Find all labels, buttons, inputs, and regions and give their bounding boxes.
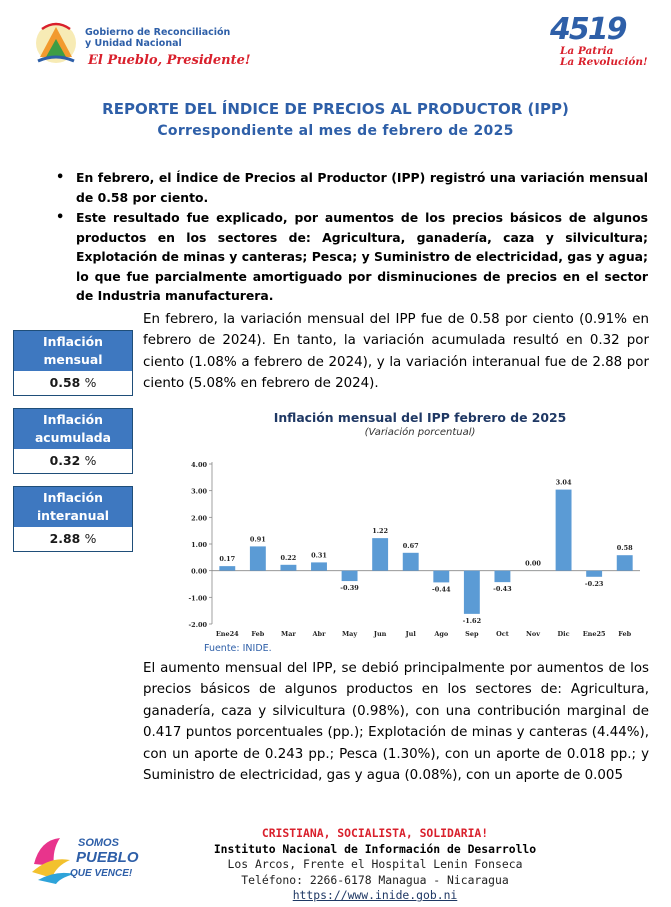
logo-line2: PUEBLO xyxy=(76,849,139,866)
chart-bar xyxy=(494,571,510,582)
category-label: Dic xyxy=(557,630,570,638)
footer-phone: Teléfono: 2266-6178 Managua - Nicaragua xyxy=(241,872,509,887)
chart-bar xyxy=(464,571,480,614)
data-label: 3.04 xyxy=(555,478,572,487)
category-label: Nov xyxy=(525,630,541,638)
data-label: 1.22 xyxy=(372,527,389,536)
anniversary-line1: La Patria xyxy=(560,45,614,57)
indicator-label: Inflación interanual xyxy=(14,487,132,527)
data-label: -1.62 xyxy=(462,616,482,625)
chart-bar xyxy=(586,571,602,577)
summary-bullet: • Este resultado fue explicado, por aumentos de los precios básicos de algunos productos en los sectores de: Agricultura, ganadería, caza y silvicultura; Explotación de minas y canteras; Pesca; y Suministro de electricidad, gas y agua; lo que fue parcialmente amortiguado por disminuciones de precios en el sector de Industria manufacturera. xyxy=(52,208,648,306)
data-label: 0.67 xyxy=(402,541,419,550)
chart-bar xyxy=(219,566,235,571)
national-emblem-icon xyxy=(32,17,80,73)
indicator-monthly xyxy=(13,330,133,396)
anniversary-number: 4519 xyxy=(550,12,626,47)
report-title: REPORTE DEL ÍNDICE DE PRECIOS AL PRODUCTOR (IPP) xyxy=(102,100,569,118)
category-label: Mar xyxy=(281,630,296,638)
data-label: -0.44 xyxy=(432,585,451,594)
y-tick-label: 0.00 xyxy=(191,567,207,576)
y-tick-label: 3.00 xyxy=(191,487,207,496)
chart-title: Inflación mensual del IPP febrero de 2025 xyxy=(273,410,567,425)
indicator-label: Inflación mensual xyxy=(14,331,132,371)
summary-bullets xyxy=(52,168,648,307)
indicator-value: 0.32 % xyxy=(49,453,97,468)
data-label: -0.43 xyxy=(493,585,512,594)
data-label: 0.17 xyxy=(219,555,236,564)
category-label: Feb xyxy=(251,630,265,638)
category-label: Oct xyxy=(496,630,509,638)
indicator-value: 2.88 % xyxy=(49,531,97,546)
category-label: Feb xyxy=(618,630,632,638)
report-subtitle: Correspondiente al mes de febrero de 2025 xyxy=(157,123,514,139)
body-paragraph-1: En febrero, la variación mensual del IPP fue de 0.58 por ciento (0.91% en febrero de 2024). En tanto, la variación acumulada resultó en 0.32 por ciento (1.08% a febrero de 2024), y la variación interanual fue de 2.88 por ciento (5.08% en febrero de 2024). xyxy=(143,312,649,392)
logo-line3: QUE VENCE! xyxy=(70,868,133,879)
data-label: 0.22 xyxy=(280,553,297,562)
y-tick-label: 1.00 xyxy=(191,541,207,549)
data-label: 0.31 xyxy=(311,551,327,560)
gov-name-line1: Gobierno de Reconciliación xyxy=(85,27,231,38)
footer-institution: Instituto Nacional de Información de Desarrollo xyxy=(213,841,537,856)
body-paragraph-2: El aumento mensual del IPP, se debió principalmente por aumentos de los precios básicos de algunos productos en los sectores de: Agricultura, ganadería, caza y silvicultura (0.98%), con una contribución marginal de 0.417 puntos porcentuales (pp.); Explotación de minas y canteras (4.44%), con un aporte de 0.243 pp.; Pesca (1.30%), con un aporte de 0.018 pp.; y Suministro de electricidad, gas y agua (0.08%), con un aporte de 0.005 xyxy=(143,661,649,784)
logo-line1: SOMOS xyxy=(78,837,119,849)
indicator-value: 0.58 % xyxy=(49,375,97,390)
chart-bar xyxy=(250,546,266,570)
category-label: May xyxy=(341,630,358,638)
chart-bar xyxy=(433,571,449,583)
y-tick-label: -2.00 xyxy=(188,621,207,629)
data-label: 0.91 xyxy=(249,535,266,544)
category-label: Sep xyxy=(465,630,479,638)
data-label: 0.00 xyxy=(525,559,541,568)
data-label: -0.23 xyxy=(584,579,604,588)
footer-contact xyxy=(160,826,590,904)
chart-subtitle: (Variación porcentual) xyxy=(364,427,476,438)
footer-motto: CRISTIANA, SOCIALISTA, SOLIDARIA! xyxy=(261,826,489,840)
chart-bar xyxy=(403,553,419,571)
chart-source: Fuente: INIDE. xyxy=(204,643,272,654)
indicator-label: Inflación acumulada xyxy=(14,409,132,449)
gov-name-line2: y Unidad Nacional xyxy=(85,38,182,49)
category-label: Jul xyxy=(405,630,416,638)
chart-bar xyxy=(280,565,296,571)
footer-website-link[interactable]: https://www.inide.gob.ni xyxy=(292,888,458,903)
category-label: Abr xyxy=(312,630,326,638)
gov-slogan: El Pueblo, Presidente! xyxy=(88,53,251,68)
y-tick-label: 4.00 xyxy=(191,461,207,469)
chart-bar xyxy=(372,538,388,571)
data-label: 0.58 xyxy=(616,544,633,553)
ipp-bar-chart xyxy=(180,444,650,644)
data-label: -0.39 xyxy=(340,584,359,593)
category-label: Jun xyxy=(373,630,387,638)
chart-bar xyxy=(311,562,327,570)
y-tick-label: 2.00 xyxy=(191,514,207,523)
footer-address: Los Arcos, Frente el Hospital Lenin Fonseca xyxy=(227,857,523,872)
indicator-accumulated xyxy=(13,408,133,474)
anniversary-line2: La Revolución! xyxy=(560,56,648,68)
y-tick-label: -1.00 xyxy=(188,594,207,603)
summary-bullet: • En febrero, el Índice de Precios al Productor (IPP) registró una variación mensual de 0.58 por ciento. xyxy=(52,168,648,207)
category-label: Ene25 xyxy=(582,630,606,638)
indicator-interannual xyxy=(13,486,133,552)
somos-pueblo-logo xyxy=(30,826,140,886)
government-logo xyxy=(30,15,250,77)
category-label: Ene24 xyxy=(215,630,239,638)
chart-bar xyxy=(556,490,572,571)
anniversary-logo xyxy=(542,12,652,76)
chart-bar xyxy=(617,555,633,570)
chart-bar xyxy=(342,571,358,581)
category-label: Ago xyxy=(434,630,449,638)
